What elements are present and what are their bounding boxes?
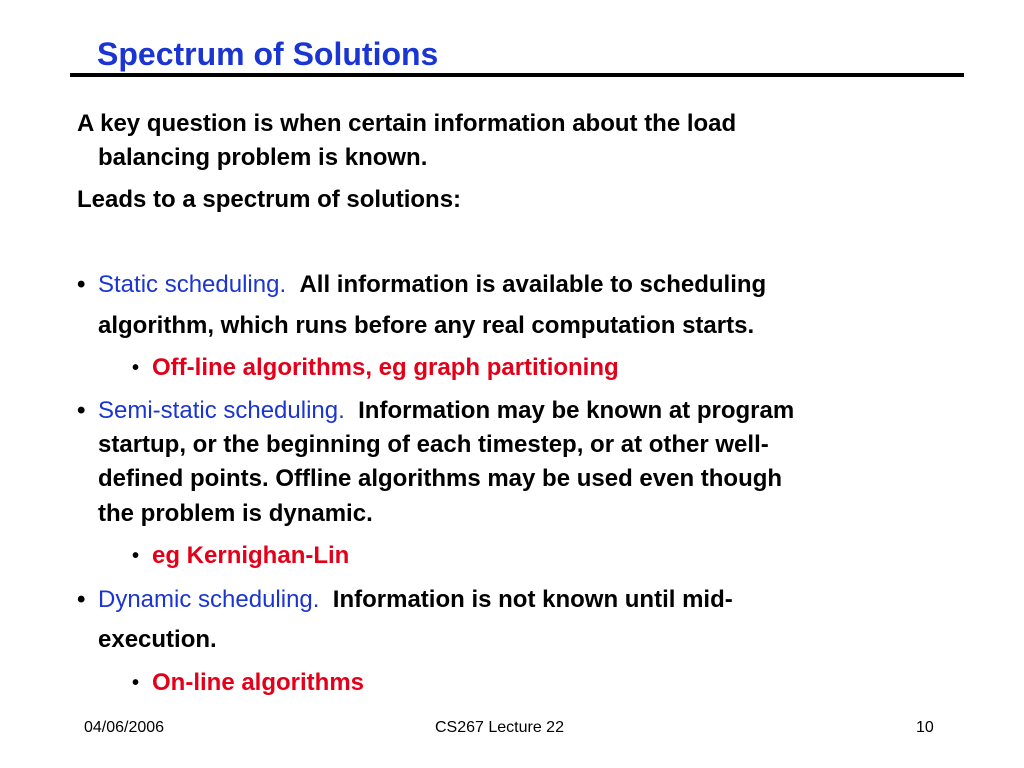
slide-title: Spectrum of Solutions (97, 36, 439, 72)
semistatic-scheduling-line-2: startup, or the beginning of each timestep, or at other well- (98, 431, 769, 458)
semistatic-scheduling-line-3: defined points. Offline algorithms may be used even though (98, 465, 783, 492)
static-desc-1: All information is available to scheduling (299, 271, 767, 298)
dynamic-term: Dynamic scheduling. (98, 586, 320, 613)
semistatic-scheduling-line-4: the problem is dynamic. (98, 500, 373, 527)
static-scheduling-line-1 (98, 268, 766, 302)
sub-bullet-dynamic: • (132, 672, 140, 694)
dynamic-scheduling-line-2: execution. (98, 626, 217, 653)
intro-line-3: Leads to a spectrum of solutions: (77, 186, 462, 213)
intro-line-2: balancing problem is known. (98, 144, 428, 171)
semistatic-term: Semi-static scheduling. (98, 397, 345, 424)
dynamic-desc-1: Information is not known until mid- (332, 586, 733, 613)
sub-bullet-semistatic: • (132, 545, 140, 567)
bullet-static: • (77, 271, 86, 298)
semistatic-scheduling-line-1 (98, 394, 794, 428)
footer-date: 04/06/2006 (84, 719, 165, 736)
footer-page-number: 10 (916, 719, 934, 736)
static-term: Static scheduling. (98, 271, 287, 298)
dynamic-scheduling-line-1 (98, 583, 733, 617)
bullet-dynamic: • (77, 586, 86, 613)
semistatic-example: eg Kernighan-Lin (152, 542, 350, 569)
intro-line-1: A key question is when certain information about the load (77, 110, 737, 137)
footer-course: CS267 Lecture 22 (435, 719, 564, 736)
static-example: Off-line algorithms, eg graph partitioning (152, 354, 619, 381)
bullet-semistatic: • (77, 397, 86, 424)
semistatic-desc-1: Information may be known at program (358, 397, 795, 424)
sub-bullet-static: • (132, 357, 140, 379)
static-scheduling-line-2: algorithm, which runs before any real computation starts. (98, 312, 755, 339)
title-underline (70, 73, 964, 77)
dynamic-example: On-line algorithms (152, 669, 365, 696)
